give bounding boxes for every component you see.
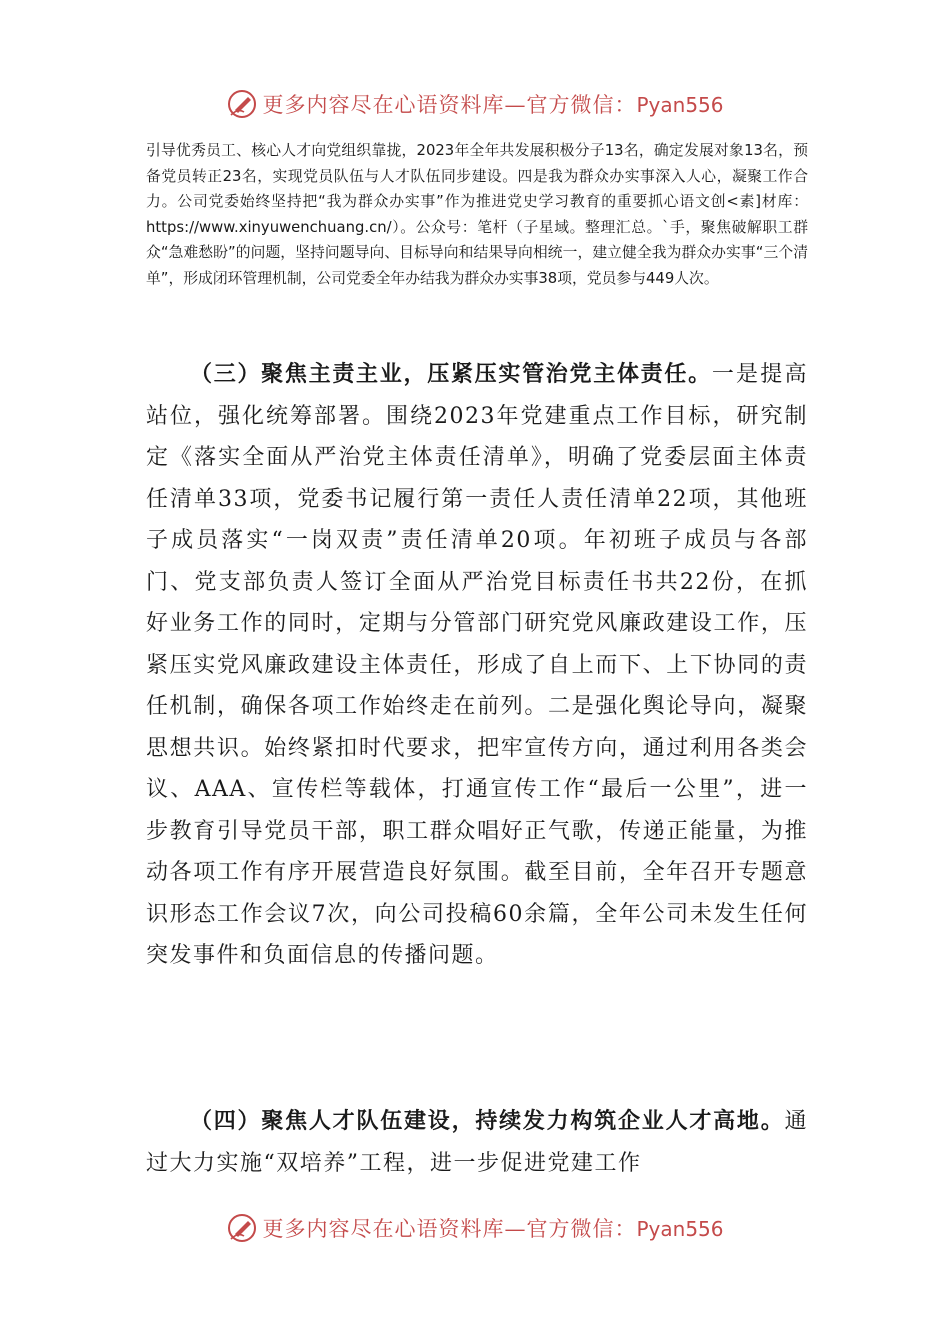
pen-logo-icon <box>226 1212 258 1244</box>
section-three-heading: （三）聚焦主责主业，压紧压实管治党主体责任。 <box>190 362 712 387</box>
section-three-body: 一是提高站位，强化统筹部署。围绕2023年党建重点工作目标，研究制定《落实全面从严治党主体责任清单》，明确了党委层面主体责任清单33项，党委书记履行第一责任人责任清单22项，其他班子成员落实“一岗双责”责任清单20项。年初班子成员与各部门、党支部负责人签订全面从严治党目标责任书共22份，在抓好业务工作的同时，定期与分管部门研究党风廉政建设工作，压紧压实党风廉政建设主体责任，形成了自上而下、上下协同的责任机制，确保各项工作始终走在前列。二是强化舆论导向，凝聚思想共识。始终紧扣时代要求，把牢宣传方向，通过利用各类会议、AAA、宣传栏等载体，打通宣传工作“最后一公里”，进一步教育引导党员干部，职工群众唱好正气歌，传递正能量，为推动各项工作有序开展营造良好氛围。截至目前，全年召开专题意识形态工作会议7次，向公司投稿60余篇，全年公司未发生任何突发事件和负面信息的传播问题。 <box>146 362 808 968</box>
footer-banner-text: 更多内容尽在心语资料库—官方微信：Pyan556 <box>262 1217 724 1241</box>
header-banner-text: 更多内容尽在心语资料库—官方微信：Pyan556 <box>262 93 724 117</box>
header-banner <box>0 84 950 124</box>
section-four-heading: （四）聚焦人才队伍建设，持续发力构筑企业人才高地。 <box>190 1109 785 1134</box>
footer-wechat-id: Pyan556 <box>636 1217 724 1241</box>
footer-banner <box>0 1208 950 1248</box>
section-four-body: 通过大力实施“双培养”工程，进一步促进党建工作 <box>146 1109 808 1176</box>
section-three-paragraph <box>146 354 808 977</box>
header-wechat-id: Pyan556 <box>636 93 724 117</box>
section-four-paragraph <box>146 1101 808 1184</box>
intro-paragraph: 引导优秀员工、核心人才向党组织靠拢，2023年全年共发展积极分子13名，确定发展对象13名，预备党员转正23名，实现党员队伍与人才队伍同步建设。四是我为群众办实事深入人心，凝聚工作合力。公司党委始终坚持把“我为群众办实事”作为推进党史学习教育的重要抓心语文创<素]材库：https://www.xinyuwenchuang.cn/）。公众号：笔杆（子星域。整理汇总。`手，聚焦破解职工群众“急难愁盼”的问题，坚持问题导向、目标导向和结果导向相统一，建立健全我为群众办实事“三个清单”，形成闭环管理机制，公司党委全年办结我为群众办实事38项，党员参与449人次。 <box>146 142 808 287</box>
pen-logo-icon <box>226 88 258 120</box>
